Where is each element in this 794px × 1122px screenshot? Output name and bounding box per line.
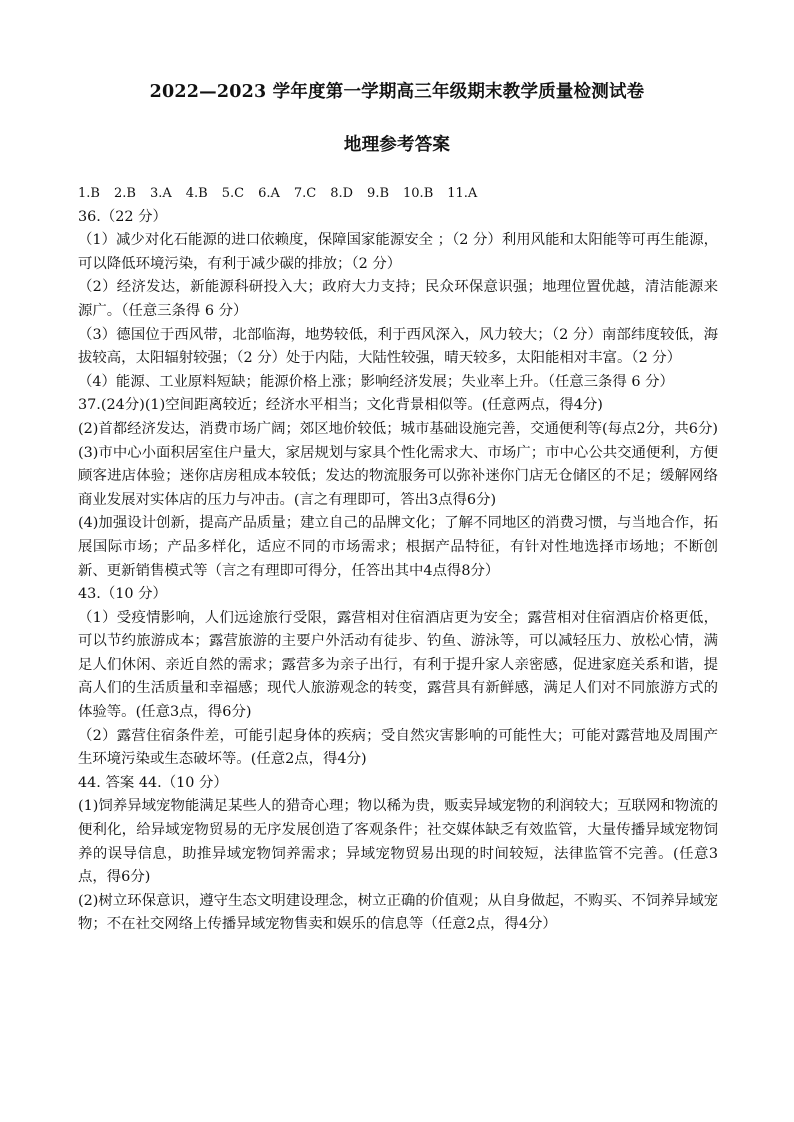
q36-answer-2: （2）经济发达，新能源科研投入大；政府大力支持；民众环保意识强；地理位置优越，清洁能源来源广。（任意三条得 6 分） (78, 279, 718, 319)
q36-answer-4: （4）能源、工业原料短缺；能源价格上涨；影响经济发展；失业率上升。（任意三条得 6 分） (78, 373, 674, 390)
q43-answer-2: （2）露营住宿条件差，可能引起身体的疾病；受自然灾害影响的可能性大；可能对露营地及周围产生环境污染或生态破坏等。(任意2点，得4分) (78, 727, 718, 768)
mc-answer: 6.A (258, 186, 280, 201)
q36-answer-1: （1）减少对化石能源的进口依赖度，保障国家能源安全 ；（2 分）利用风能和太阳能等可再生能源，可以降低环境污染，有利于减少碳的排放；（2 分） (78, 232, 718, 272)
multiple-choice-answers (78, 182, 718, 206)
q43-heading: 43.（10 分） (78, 586, 167, 603)
q37-answer-1: 37.(24分)(1)空间距离较近；经济水平相当；文化背景相似等。(任意两点，得4分) (78, 397, 603, 414)
mc-answer: 3.A (149, 186, 172, 201)
page-subtitle: 地理参考答案 (343, 135, 451, 155)
q37-answer-3: (3)市中心小面积居室住户量大，家居规划与家具个性化需求大、市场广；市中心公共交通便利，方便顾客进店体验；迷你店房租成本较低；发达的物流服务可以弥补迷你门店无仓储区的不足；缓解网络商业发展对实体店的压力与冲击。(言之有理即可，答出3点得6分) (78, 444, 718, 508)
q36-answer-3: （3）德国位于西风带，北部临海，地势较低，利于西风深入，风力较大；（2 分）南部纬度较低，海拔较高，太阳辐射较强；（2 分）处于内陆，大陆性较强，晴天较多，太阳能相对丰富。（2 分） (78, 326, 718, 367)
q37-answer-2: (2)首都经济发达，消费市场广阔；郊区地价较低；城市基础设施完善，交通便利等(每点2分，共6分) (78, 420, 718, 437)
q44-answer-2: (2)树立环保意识，遵守生态文明建设理念，树立正确的价值观；从自身做起，不购买、不饲养异域宠物；不在社交网络上传播异域宠物售卖和娱乐的信息等（任意2点，得4分） (78, 892, 718, 933)
q44-answer-1: (1)饲养异域宠物能满足某些人的猎奇心理；物以稀为贵，贩卖异域宠物的利润较大；互联网和物流的便利化，给异域宠物贸易的无序发展创造了客观条件；社交媒体缺乏有效监管，大量传播异域宠物饲养的误导信息，助推异域宠物饲养需求；异域宠物贸易出现的时间较短，法律监管不完善。(任意3点，得6分) (78, 798, 718, 886)
q43-answer-1: （1）受疫情影响，人们远途旅行受限，露营相对住宿酒店更为安全；露营相对住宿酒店价格更低，可以节约旅游成本；露营旅游的主要户外活动有徒步、钓鱼、游泳等，可以减轻压力、放松心情，满足人们休闲、亲近自然的需求；露营多为亲子出行，有利于提升家人亲密感，促进家庭关系和谐，提高人们的生活质量和幸福感；现代人旅游观念的转变，露营具有新鲜感，满足人们对不同旅游方式的体验等。(任意3点，得6分) (78, 609, 718, 721)
q36-heading: 36.（22 分） (78, 208, 167, 225)
mc-answer: 9.B (367, 186, 390, 201)
answer-content (78, 182, 718, 937)
mc-answer: 7.C (293, 186, 317, 201)
mc-answer: 5.C (221, 186, 245, 201)
mc-answer: 4.B (185, 186, 208, 201)
mc-answer: 8.D (330, 186, 354, 201)
page-title: 2022—2023 学年度第一学期高三年级期末教学质量检测试卷 (149, 82, 645, 102)
q44-heading: 44. 答案 44.（10 分） (78, 774, 228, 791)
q37-answer-4: (4)加强设计创新，提高产品质量；建立自己的品牌文化；了解不同地区的消费习惯，与当地合作，拓展国际市场；产品多样化，适应不同的市场需求；根据产品特征，有针对性地选择市场地；不断创新、更新销售模式等（言之有理即可得分，任答出其中4点得8分） (78, 515, 718, 579)
mc-answer: 1.B (78, 186, 100, 201)
mc-answer: 11.A (447, 186, 478, 201)
mc-answer: 10.B (403, 186, 434, 201)
mc-answer: 2.B (113, 186, 136, 201)
